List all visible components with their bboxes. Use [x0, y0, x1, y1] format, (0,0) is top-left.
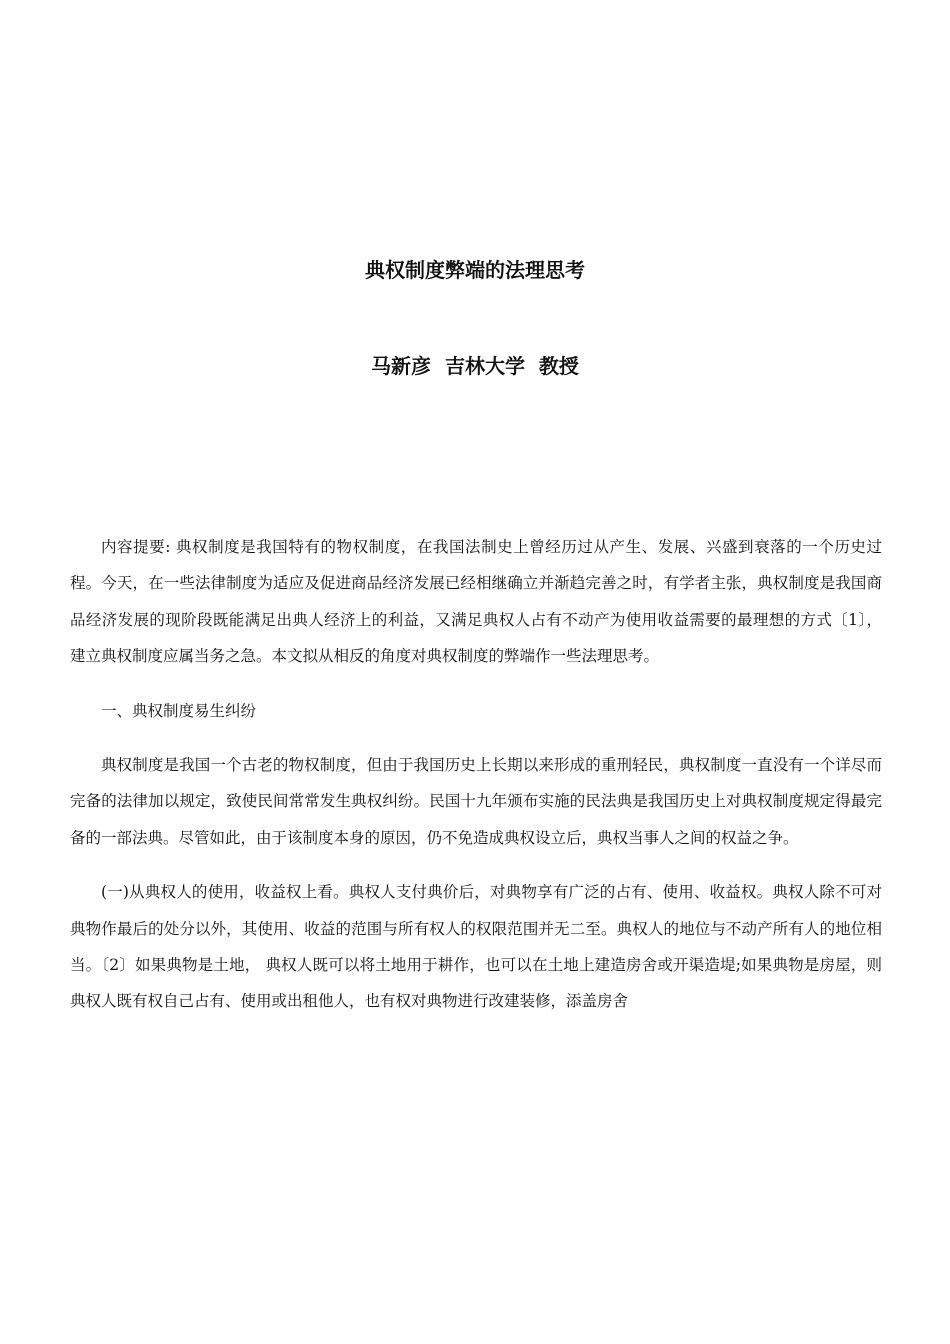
author-line: 马新彦 吉林大学 教授 [371, 354, 579, 378]
body-paragraph: (一)从典权人的使用，收益权上看。典权人支付典价后，对典物享有广泛的占有、使用、收益权。典权人除不可对典物作最后的处分以外，其使用、收益的范围与所有权人的权限范围并无二至。典权人的地位与不动产所有人的地位相当。〔2〕如果典物是土地， 典权人既可以将土地用于耕作，也可以在土地上建造房舍或开渠造堤;如果典物是房屋，则典权人既有权自己占有、使用或出租他人，也有权对典物进行改建装修，添盖房舍 [70, 883, 882, 1011]
document-body [70, 529, 882, 1020]
abstract-paragraph: 内容提要: 典权制度是我国特有的物权制度，在我国法制史上曾经历过从产生、发展、兴盛到衰落的一个历史过程。今天，在一些法律制度为适应及促进商品经济发展已经相继确立并渐趋完善之时，有学者主张，典权制度是我国商品经济发展的现阶段既能满足出典人经济上的利益，又满足典权人占有不动产为使用收益需要的最理想的方式〔1〕， 建立典权制度应属当务之急。本文拟从相反的角度对典权制度的弊端作一些法理思考。 [70, 538, 882, 666]
body-paragraph: 典权制度是我国一个古老的物权制度，但由于我国历史上长期以来形成的重刑轻民，典权制度一直没有一个详尽而完备的法律加以规定，致使民间常常发生典权纠纷。民国十九年颁布实施的民法典是我国历史上对典权制度规定得最完备的一部法典。尽管如此，由于该制度本身的原因，仍不免造成典权设立后，典权当事人之间的权益之争。 [70, 756, 882, 847]
document-title: 典权制度弊端的法理思考 [365, 258, 585, 282]
section-heading: 一、典权制度易生纠纷 [101, 701, 257, 720]
